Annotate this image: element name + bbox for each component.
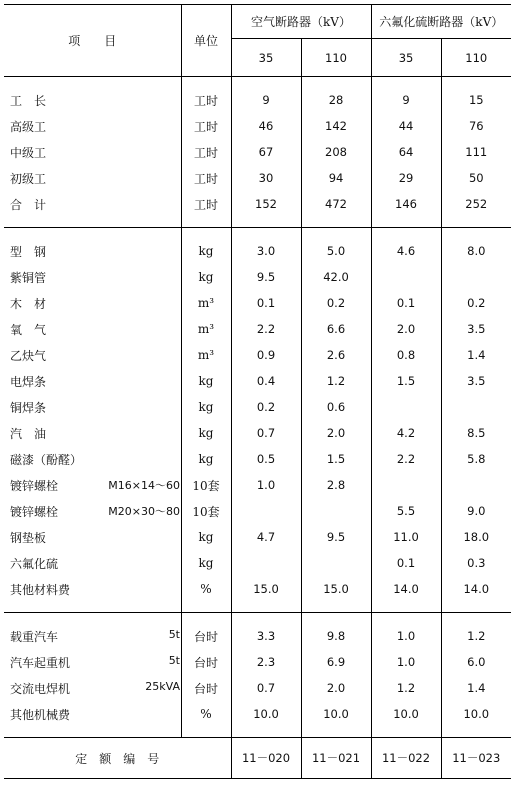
value-cell: 76 (468, 119, 484, 133)
unit-cell: m³ (181, 342, 231, 368)
item-spec: 5t (168, 627, 180, 641)
header-unit: 单位 (181, 5, 231, 77)
item-cell (4, 165, 181, 191)
value-cell: 67 (231, 139, 301, 165)
value-cell: 3.3 (231, 623, 301, 649)
item-name: 交流电焊机 (10, 681, 71, 696)
item-name: 型 钢 (10, 244, 47, 259)
item-name: 其他材料费 (10, 582, 71, 597)
item-name: 六氟化硫 (10, 556, 59, 571)
value-cell: 11.0 (371, 524, 441, 550)
item-spec: M20×30～80 (108, 504, 180, 518)
unit-cell: 台时 (181, 623, 231, 649)
item-cell (4, 139, 181, 165)
value-cell: 50 (468, 171, 484, 185)
item-cell (4, 264, 181, 290)
value-cell: 0.2 (231, 394, 301, 420)
value-cell: 0.1 (231, 290, 301, 316)
item-cell (4, 550, 181, 576)
unit-cell: kg (181, 446, 231, 472)
value-cell: 3.5 (467, 374, 486, 388)
value-cell: 94 (301, 165, 371, 191)
item-name: 紫铜管 (10, 270, 47, 285)
value-cell (231, 550, 301, 576)
item-cell (4, 113, 181, 139)
value-cell: 30 (231, 165, 301, 191)
value-cell: 0.2 (301, 290, 371, 316)
table-row (4, 165, 511, 191)
value-cell: 0.7 (231, 675, 301, 701)
table-row (4, 550, 511, 576)
item-name: 中级工 (10, 145, 47, 160)
item-name: 镀锌螺栓 (10, 478, 59, 493)
header-voltage: 110 (441, 39, 511, 77)
value-cell (231, 498, 301, 524)
table-row (4, 342, 511, 368)
item-with-spec (10, 503, 180, 520)
unit-cell: 工时 (181, 113, 231, 139)
value-cell: 2.0 (301, 675, 371, 701)
item-spec: M16×14～60 (108, 478, 180, 492)
header-voltage: 35 (231, 39, 301, 77)
value-cell: 4.7 (231, 524, 301, 550)
table-row (4, 446, 511, 472)
value-cell: 0.2 (467, 296, 486, 310)
value-cell: 10.0 (371, 701, 441, 727)
item-with-spec (10, 477, 180, 494)
value-cell: 8.0 (467, 244, 486, 258)
value-cell: 0.7 (231, 420, 301, 446)
value-cell: 9.8 (301, 623, 371, 649)
value-cell: 5.0 (301, 238, 371, 264)
item-name: 磁漆（酚醛） (10, 452, 83, 467)
value-cell: 2.3 (231, 649, 301, 675)
table-row (4, 472, 511, 498)
value-cell (441, 264, 511, 290)
item-name: 其他机械费 (10, 707, 71, 722)
quota-code: 11－023 (441, 738, 511, 779)
item-cell (4, 191, 181, 217)
item-cell (4, 675, 181, 701)
value-cell: 152 (231, 191, 301, 217)
unit-cell: kg (181, 550, 231, 576)
unit-cell: kg (181, 238, 231, 264)
value-cell: 472 (301, 191, 371, 217)
table-row (4, 368, 511, 394)
unit-cell: kg (181, 264, 231, 290)
value-cell: 28 (301, 87, 371, 113)
value-cell: 1.2 (467, 629, 486, 643)
header-voltage: 35 (371, 39, 441, 77)
table-row (4, 649, 511, 675)
unit-cell: 10套 (181, 472, 231, 498)
item-cell (4, 342, 181, 368)
item-cell (4, 524, 181, 550)
value-cell: 1.5 (371, 368, 441, 394)
item-cell (4, 446, 181, 472)
table-row (4, 576, 511, 602)
value-cell: 46 (231, 113, 301, 139)
value-cell: 6.0 (467, 655, 486, 669)
item-cell (4, 316, 181, 342)
value-cell: 142 (301, 113, 371, 139)
value-cell: 0.3 (467, 556, 486, 570)
item-cell (4, 87, 181, 113)
value-cell: 208 (301, 139, 371, 165)
unit-cell: 工时 (181, 191, 231, 217)
value-cell: 1.0 (231, 472, 301, 498)
value-cell: 10.0 (463, 707, 490, 721)
value-cell: 9 (231, 87, 301, 113)
value-cell: 4.6 (371, 238, 441, 264)
item-name: 高级工 (10, 119, 47, 134)
table-row (4, 394, 511, 420)
item-name: 镀锌螺栓 (10, 504, 59, 519)
value-cell: 0.1 (371, 290, 441, 316)
item-name: 工 长 (10, 93, 47, 108)
value-cell: 0.4 (231, 368, 301, 394)
value-cell: 2.0 (371, 316, 441, 342)
value-cell: 2.0 (301, 420, 371, 446)
value-cell: 111 (465, 145, 488, 159)
table-row (4, 316, 511, 342)
table-row (4, 675, 511, 701)
value-cell: 44 (371, 113, 441, 139)
value-cell (441, 394, 511, 420)
item-cell (4, 290, 181, 316)
table-row (4, 623, 511, 649)
value-cell: 2.8 (301, 472, 371, 498)
header-sf6-breaker: 六氟化硫断路器（kV） (371, 5, 511, 39)
item-name: 载重汽车 (10, 629, 59, 644)
value-cell: 1.2 (301, 368, 371, 394)
item-name: 钢垫板 (10, 530, 47, 545)
value-cell: 14.0 (463, 582, 490, 596)
unit-cell: 工时 (181, 139, 231, 165)
value-cell (441, 472, 511, 498)
item-name: 乙炔气 (10, 348, 47, 363)
item-name: 汽车起重机 (10, 655, 71, 670)
quota-code: 11－022 (371, 738, 441, 779)
value-cell: 15 (468, 93, 484, 107)
value-cell: 10.0 (301, 701, 371, 727)
item-cell (4, 420, 181, 446)
value-cell: 9.0 (467, 504, 486, 518)
value-cell: 18.0 (463, 530, 490, 544)
value-cell: 0.1 (371, 550, 441, 576)
value-cell: 0.5 (231, 446, 301, 472)
unit-cell: 台时 (181, 675, 231, 701)
item-cell (4, 649, 181, 675)
table-row (4, 701, 511, 727)
table-row (4, 87, 511, 113)
table-row (4, 139, 511, 165)
table-row (4, 290, 511, 316)
value-cell: 5.5 (371, 498, 441, 524)
item-with-spec (10, 654, 180, 671)
value-cell: 64 (371, 139, 441, 165)
item-cell (4, 472, 181, 498)
value-cell: 2.2 (371, 446, 441, 472)
value-cell: 6.9 (301, 649, 371, 675)
header-voltage: 110 (301, 39, 371, 77)
unit-cell: m³ (181, 290, 231, 316)
value-cell (301, 498, 371, 524)
quota-number-label: 定 额 编 号 (4, 738, 231, 779)
unit-cell: % (181, 576, 231, 602)
unit-cell: 工时 (181, 87, 231, 113)
labor-section (4, 77, 511, 228)
value-cell: 1.5 (301, 446, 371, 472)
value-cell: 146 (371, 191, 441, 217)
item-cell (4, 623, 181, 649)
value-cell: 5.8 (467, 452, 486, 466)
item-name: 电焊条 (10, 374, 47, 389)
value-cell: 14.0 (371, 576, 441, 602)
value-cell: 1.4 (467, 681, 486, 695)
item-cell (4, 368, 181, 394)
value-cell: 1.4 (467, 348, 486, 362)
value-cell (371, 394, 441, 420)
value-cell: 9.5 (231, 264, 301, 290)
unit-cell: 工时 (181, 165, 231, 191)
item-name: 木 材 (10, 296, 47, 311)
item-cell (4, 701, 181, 727)
value-cell: 9 (371, 87, 441, 113)
item-name: 合 计 (10, 197, 47, 212)
value-cell: 1.0 (371, 649, 441, 675)
header-item: 项 目 (4, 5, 181, 77)
item-cell (4, 394, 181, 420)
value-cell: 0.8 (371, 342, 441, 368)
value-cell: 3.5 (467, 322, 486, 336)
unit-cell: 10套 (181, 498, 231, 524)
value-cell: 2.6 (301, 342, 371, 368)
table-row (4, 238, 511, 264)
item-name: 初级工 (10, 171, 47, 186)
unit-cell: kg (181, 524, 231, 550)
table-row (4, 264, 511, 290)
unit-cell: m³ (181, 316, 231, 342)
value-cell: 0.6 (301, 394, 371, 420)
value-cell: 4.2 (371, 420, 441, 446)
unit-cell: kg (181, 368, 231, 394)
item-cell (4, 498, 181, 524)
item-name: 铜焊条 (10, 400, 47, 415)
table-row (4, 191, 511, 217)
value-cell: 42.0 (301, 264, 371, 290)
value-cell: 10.0 (231, 701, 301, 727)
machinery-section (4, 613, 511, 738)
value-cell: 15.0 (231, 576, 301, 602)
value-cell: 6.6 (301, 316, 371, 342)
value-cell (301, 550, 371, 576)
unit-cell: kg (181, 394, 231, 420)
value-cell: 29 (371, 165, 441, 191)
item-with-spec (10, 680, 180, 697)
unit-cell: kg (181, 420, 231, 446)
value-cell (371, 472, 441, 498)
item-name: 汽 油 (10, 426, 47, 441)
value-cell: 8.5 (467, 426, 486, 440)
value-cell: 0.9 (231, 342, 301, 368)
value-cell: 2.2 (231, 316, 301, 342)
quota-code: 11－021 (301, 738, 371, 779)
value-cell (371, 264, 441, 290)
item-cell (4, 576, 181, 602)
value-cell: 9.5 (301, 524, 371, 550)
value-cell: 15.0 (301, 576, 371, 602)
item-with-spec (10, 628, 180, 645)
item-cell (4, 238, 181, 264)
table-row (4, 498, 511, 524)
item-spec: 5t (168, 653, 180, 667)
unit-cell: % (181, 701, 231, 727)
value-cell: 1.2 (371, 675, 441, 701)
value-cell: 252 (465, 197, 488, 211)
value-cell: 3.0 (231, 238, 301, 264)
value-cell: 1.0 (371, 623, 441, 649)
materials-section (4, 228, 511, 613)
header-air-breaker: 空气断路器（kV） (231, 5, 371, 39)
table-row (4, 524, 511, 550)
unit-cell: 台时 (181, 649, 231, 675)
item-name: 氧 气 (10, 322, 47, 337)
table-row (4, 420, 511, 446)
item-spec: 25kVA (145, 679, 180, 693)
table-row (4, 113, 511, 139)
quota-code: 11－020 (231, 738, 301, 779)
quota-table (4, 4, 511, 779)
